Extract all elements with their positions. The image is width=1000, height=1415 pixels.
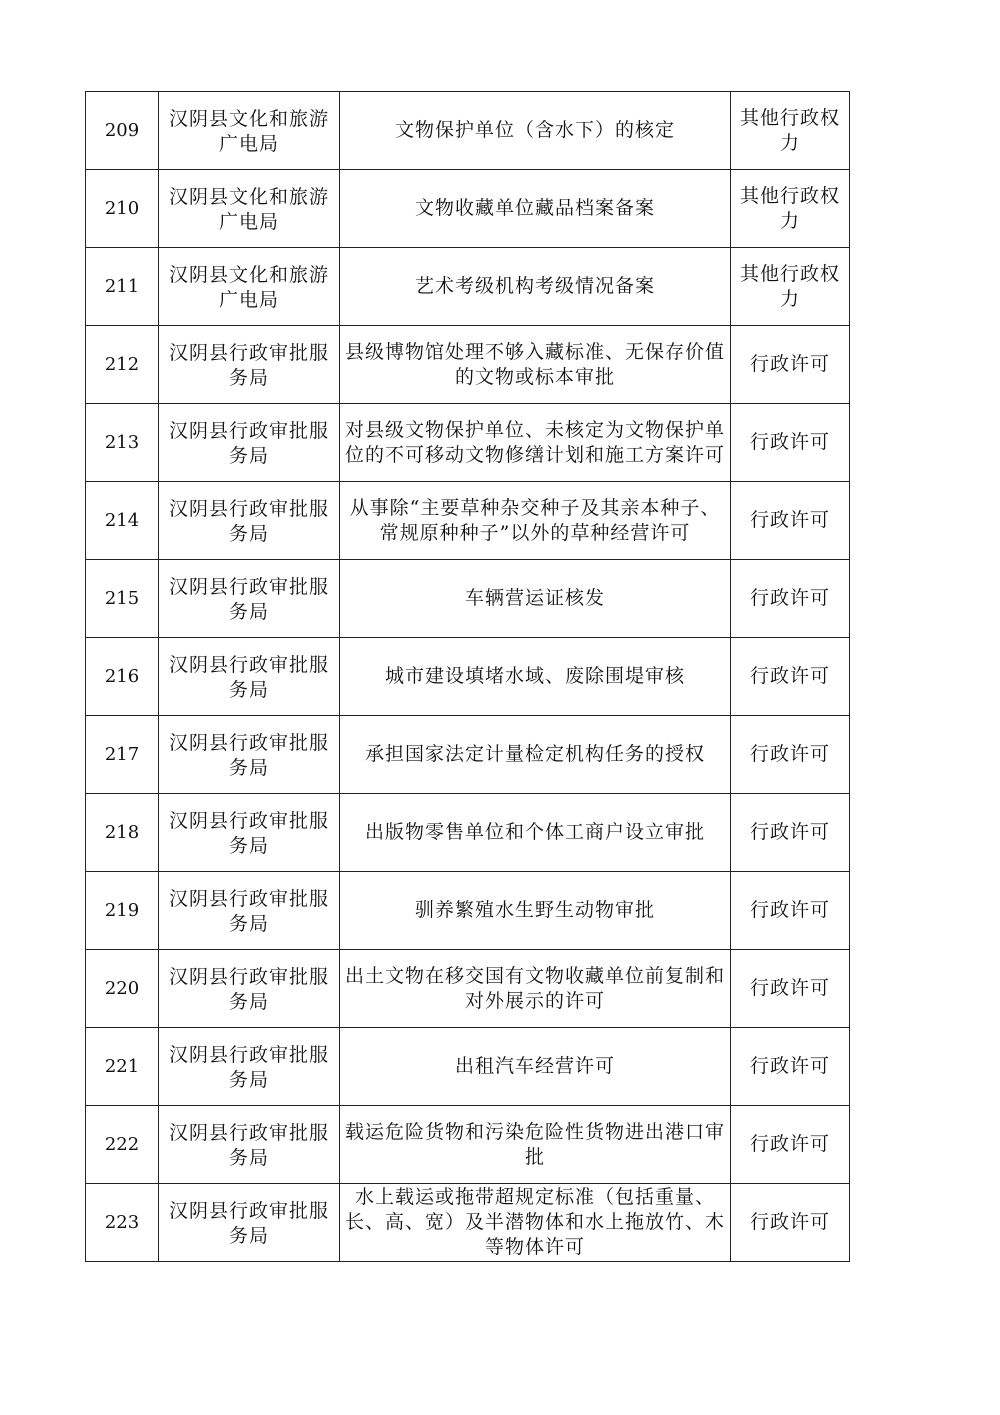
department-name: 汉阴县行政审批服务局 xyxy=(159,404,340,482)
table-row xyxy=(86,482,850,560)
table-row xyxy=(86,326,850,404)
table-row xyxy=(86,1106,850,1184)
power-item-name: 城市建设填堵水域、废除围堤审核 xyxy=(340,638,731,716)
row-number: 217 xyxy=(86,716,159,794)
table-row xyxy=(86,638,850,716)
department-name: 汉阴县行政审批服务局 xyxy=(159,1028,340,1106)
table-row xyxy=(86,92,850,170)
power-type: 其他行政权力 xyxy=(731,92,850,170)
table-row xyxy=(86,1028,850,1106)
power-type: 行政许可 xyxy=(731,716,850,794)
row-number: 215 xyxy=(86,560,159,638)
table-row xyxy=(86,1184,850,1262)
row-number: 210 xyxy=(86,170,159,248)
department-name: 汉阴县文化和旅游广电局 xyxy=(159,92,340,170)
power-item-name: 从事除“主要草种杂交种子及其亲本种子、常规原种种子”以外的草种经营许可 xyxy=(340,482,731,560)
power-item-name: 承担国家法定计量检定机构任务的授权 xyxy=(340,716,731,794)
department-name: 汉阴县行政审批服务局 xyxy=(159,716,340,794)
row-number: 220 xyxy=(86,950,159,1028)
power-type: 其他行政权力 xyxy=(731,248,850,326)
power-type: 行政许可 xyxy=(731,326,850,404)
power-type: 行政许可 xyxy=(731,638,850,716)
row-number: 213 xyxy=(86,404,159,482)
table-row xyxy=(86,404,850,482)
department-name: 汉阴县行政审批服务局 xyxy=(159,1106,340,1184)
row-number: 221 xyxy=(86,1028,159,1106)
department-name: 汉阴县文化和旅游广电局 xyxy=(159,248,340,326)
row-number: 222 xyxy=(86,1106,159,1184)
department-name: 汉阴县行政审批服务局 xyxy=(159,326,340,404)
department-name: 汉阴县行政审批服务局 xyxy=(159,794,340,872)
department-name: 汉阴县行政审批服务局 xyxy=(159,560,340,638)
department-name: 汉阴县行政审批服务局 xyxy=(159,638,340,716)
table-row xyxy=(86,950,850,1028)
power-item-name: 文物保护单位（含水下）的核定 xyxy=(340,92,731,170)
power-item-name: 载运危险货物和污染危险性货物进出港口审批 xyxy=(340,1106,731,1184)
row-number: 223 xyxy=(86,1184,159,1262)
row-number: 219 xyxy=(86,872,159,950)
power-type: 行政许可 xyxy=(731,1106,850,1184)
power-type: 行政许可 xyxy=(731,1028,850,1106)
power-item-name: 文物收藏单位藏品档案备案 xyxy=(340,170,731,248)
power-type: 行政许可 xyxy=(731,794,850,872)
power-item-name: 对县级文物保护单位、未核定为文物保护单位的不可移动文物修缮计划和施工方案许可 xyxy=(340,404,731,482)
power-item-name: 出租汽车经营许可 xyxy=(340,1028,731,1106)
row-number: 218 xyxy=(86,794,159,872)
department-name: 汉阴县行政审批服务局 xyxy=(159,872,340,950)
power-type: 行政许可 xyxy=(731,950,850,1028)
department-name: 汉阴县文化和旅游广电局 xyxy=(159,170,340,248)
table-row xyxy=(86,248,850,326)
row-number: 214 xyxy=(86,482,159,560)
power-type: 行政许可 xyxy=(731,404,850,482)
table-row xyxy=(86,560,850,638)
power-item-name: 车辆营运证核发 xyxy=(340,560,731,638)
power-type: 行政许可 xyxy=(731,872,850,950)
table-row xyxy=(86,872,850,950)
power-item-name: 驯养繁殖水生野生动物审批 xyxy=(340,872,731,950)
table-row xyxy=(86,170,850,248)
table-row xyxy=(86,794,850,872)
power-type: 行政许可 xyxy=(731,482,850,560)
power-type: 其他行政权力 xyxy=(731,170,850,248)
power-type: 行政许可 xyxy=(731,560,850,638)
department-name: 汉阴县行政审批服务局 xyxy=(159,950,340,1028)
power-item-name: 艺术考级机构考级情况备案 xyxy=(340,248,731,326)
power-list-table xyxy=(85,91,850,1262)
power-item-name: 出土文物在移交国有文物收藏单位前复制和对外展示的许可 xyxy=(340,950,731,1028)
table-row xyxy=(86,716,850,794)
power-item-name: 县级博物馆处理不够入藏标准、无保存价值的文物或标本审批 xyxy=(340,326,731,404)
row-number: 212 xyxy=(86,326,159,404)
department-name: 汉阴县行政审批服务局 xyxy=(159,1184,340,1262)
power-type: 行政许可 xyxy=(731,1184,850,1262)
row-number: 209 xyxy=(86,92,159,170)
row-number: 211 xyxy=(86,248,159,326)
row-number: 216 xyxy=(86,638,159,716)
power-item-name: 水上载运或拖带超规定标准（包括重量、长、高、宽）及半潜物体和水上拖放竹、木等物体许可 xyxy=(340,1184,731,1262)
power-item-name: 出版物零售单位和个体工商户设立审批 xyxy=(340,794,731,872)
department-name: 汉阴县行政审批服务局 xyxy=(159,482,340,560)
